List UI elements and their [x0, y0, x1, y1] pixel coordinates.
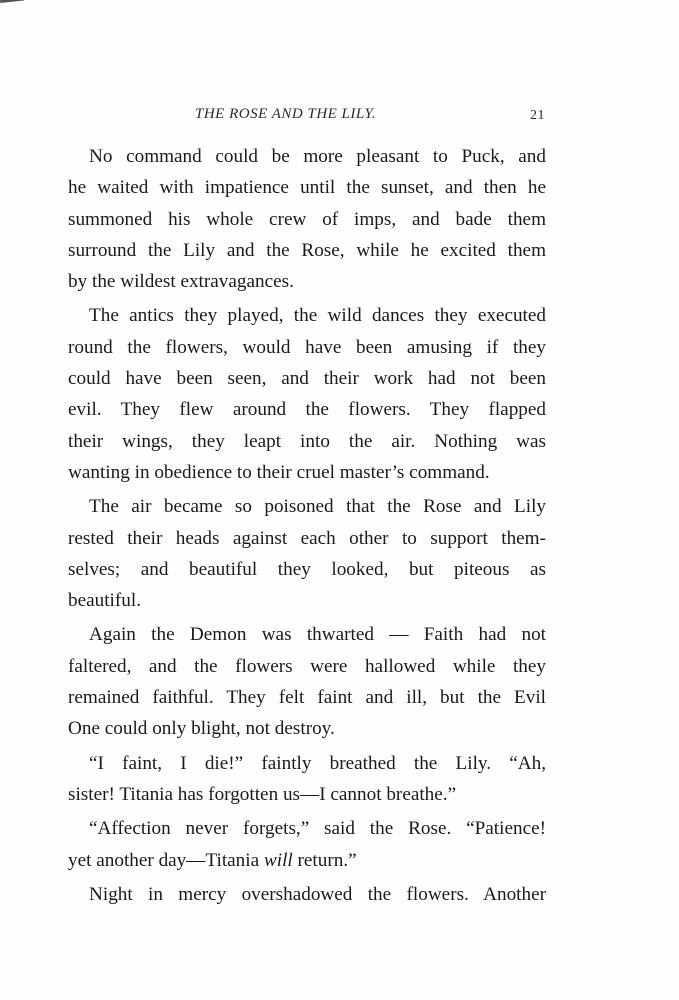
text-line: faltered, and the flowers were hallowed while they — [68, 655, 546, 677]
text-line: summoned his whole crew of imps, and bade them — [68, 208, 546, 230]
paragraph — [68, 813, 546, 876]
paragraph — [68, 879, 546, 910]
scan-edge-mark — [0, 0, 24, 3]
text-line: The air became so poisoned that the Rose and Lily — [89, 496, 546, 518]
text-line: surround the Lily and the Rose, while he excited them — [68, 239, 546, 261]
emphasized-word: will — [263, 849, 293, 871]
text-run: return.” — [292, 849, 357, 871]
text-line: by the wildest extravagances. — [68, 271, 294, 293]
paragraph — [68, 141, 546, 297]
running-title: THE ROSE AND THE LILY. — [195, 106, 377, 122]
text-line: their wings, they leapt into the air. Nothing was — [68, 430, 546, 452]
text-line: “I faint, I die!” faintly breathed the Lily. “Ah, — [89, 752, 546, 774]
text-run: yet another day—Titania — [68, 849, 264, 871]
text-line: he waited with impatience until the sunset, and then he — [68, 177, 546, 199]
paragraph — [68, 300, 546, 488]
text-line — [68, 845, 546, 876]
text-line: Night in mercy overshadowed the flowers. Another — [89, 883, 546, 905]
text-line: sister! Titania has forgotten us—I cannot breathe.” — [68, 783, 457, 805]
body-text — [68, 141, 546, 913]
text-line: evil. They flew around the flowers. They flapped — [68, 399, 546, 421]
text-line: beautiful. — [68, 590, 141, 612]
text-line: could have been seen, and their work had not been — [68, 368, 546, 390]
text-line: The antics they played, the wild dances they executed — [89, 305, 546, 327]
page-number: 21 — [530, 108, 545, 123]
text-line: One could only blight, not destroy. — [68, 718, 335, 740]
text-line: selves; and beautiful they looked, but piteous as — [68, 558, 546, 580]
text-line: “Affection never forgets,” said the Rose. “Patience! — [89, 818, 546, 840]
paragraph — [68, 619, 546, 744]
text-line: rested their heads against each other to support them- — [68, 527, 546, 549]
text-line: round the flowers, would have been amusing if they — [68, 336, 546, 358]
text-line: remained faithful. They felt faint and ill, but the Evil — [68, 687, 546, 709]
text-line: Again the Demon was thwarted — Faith had not — [89, 624, 546, 646]
paragraph — [68, 491, 546, 616]
paragraph — [68, 748, 546, 811]
text-line: No command could be more pleasant to Puck, and — [89, 146, 546, 167]
text-line: wanting in obedience to their cruel master’s command. — [68, 461, 490, 483]
